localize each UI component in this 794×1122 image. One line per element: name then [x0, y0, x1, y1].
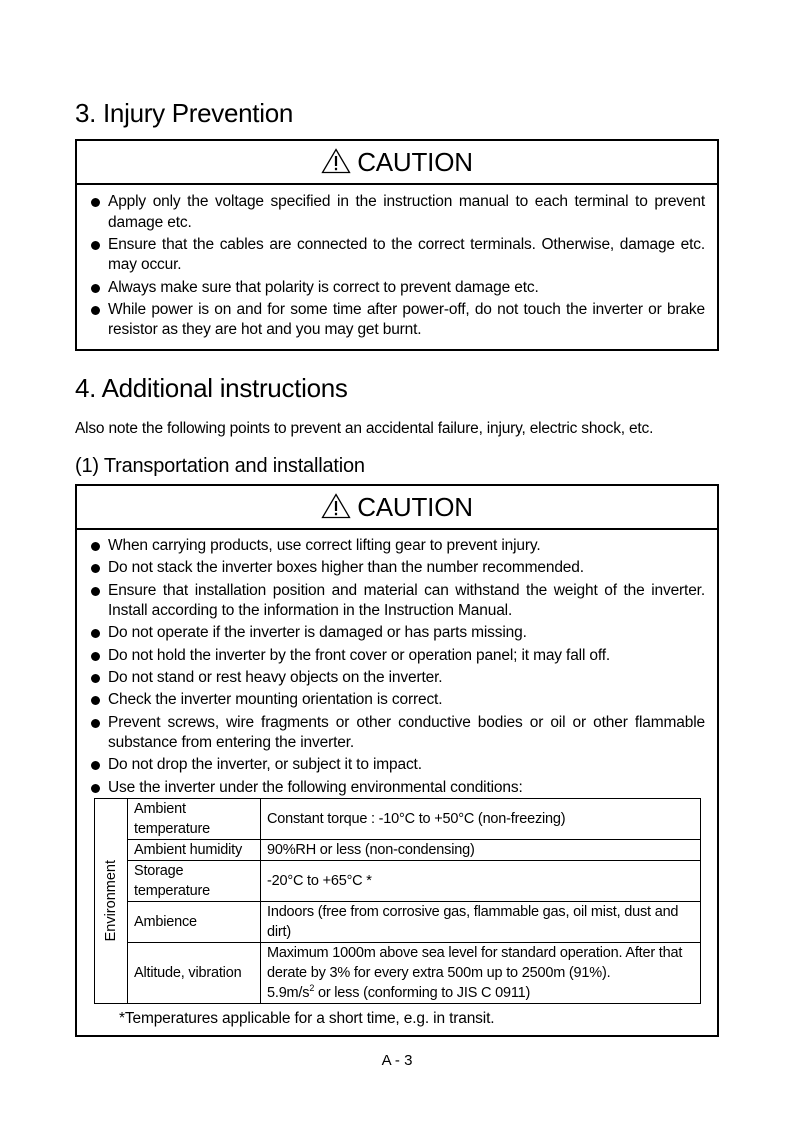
list-item: Do not drop the inverter, or subject it to impact. — [77, 755, 717, 776]
caution-header — [77, 141, 717, 185]
bullet-icon — [91, 761, 100, 770]
caution-label: CAUTION — [357, 146, 473, 177]
list-item: Apply only the voltage specified in the instruction manual to each terminal to prevent damage etc. — [77, 192, 717, 233]
caution-label: CAUTION — [357, 491, 473, 522]
bullet-icon — [91, 587, 100, 596]
row-label: Storage temperature — [128, 861, 261, 902]
list-item: Use the inverter under the following environmental conditions: — [77, 778, 717, 799]
table-row — [95, 943, 701, 1004]
list-item: Ensure that installation position and material can withstand the weight of the inverter. Install according to the information in the Instruction Manual. — [77, 581, 717, 622]
caution-box-transportation — [75, 484, 719, 1037]
list-item: Do not stand or rest heavy objects on the inverter. — [77, 668, 717, 689]
row-value-line1: Maximum 1000m above sea level for standard operation. After that derate by 3% for every extra 500m up to 2500m (91%). — [267, 945, 683, 982]
bullet-icon — [91, 629, 100, 638]
table-row — [95, 902, 701, 943]
environment-group-cell — [95, 799, 128, 1004]
bullet-icon — [91, 674, 100, 683]
list-item: Prevent screws, wire fragments or other conductive bodies or oil or other flammable substance from entering the inverter. — [77, 713, 717, 754]
row-label: Altitude, vibration — [128, 943, 261, 1004]
row-label: Ambience — [128, 902, 261, 943]
bullet-icon — [91, 284, 100, 293]
row-value: Indoors (free from corrosive gas, flammable gas, oil mist, dust and dirt) — [261, 902, 701, 943]
row-value: 90%RH or less (non-condensing) — [261, 840, 701, 861]
bullet-icon — [91, 719, 100, 728]
page-number: A - 3 — [381, 1052, 413, 1069]
warning-triangle-icon — [321, 493, 351, 519]
environment-group-label: Environment — [103, 860, 119, 942]
section-4-title: 4. Additional instructions — [75, 373, 348, 403]
list-item: Always make sure that polarity is correct to prevent damage etc. — [77, 278, 717, 299]
caution-header — [77, 486, 717, 530]
table-row — [95, 840, 701, 861]
list-item: Do not hold the inverter by the front cover or operation panel; it may fall off. — [77, 646, 717, 667]
footnote: *Temperatures applicable for a short time, e.g. in transit. — [119, 1010, 495, 1028]
subsection-title: (1) Transportation and installation — [75, 455, 365, 477]
bullet-icon — [91, 306, 100, 315]
table-row — [95, 799, 701, 840]
list-item: Do not operate if the inverter is damaged or has parts missing. — [77, 623, 717, 644]
environment-table — [94, 798, 701, 1004]
bullet-icon — [91, 784, 100, 793]
bullet-icon — [91, 198, 100, 207]
bullet-icon — [91, 696, 100, 705]
row-value: Constant torque : -10°C to +50°C (non-freezing) — [261, 799, 701, 840]
table-row — [95, 861, 701, 902]
list-item: Do not stack the inverter boxes higher than the number recommended. — [77, 558, 717, 579]
list-item: Ensure that the cables are connected to the correct terminals. Otherwise, damage etc. may occur. — [77, 235, 717, 276]
bullet-icon — [91, 542, 100, 551]
section-3-title: 3. Injury Prevention — [75, 98, 294, 128]
bullet-icon — [91, 241, 100, 250]
list-item: Check the inverter mounting orientation is correct. — [77, 690, 717, 711]
caution-box-injury-prevention — [75, 139, 719, 351]
bullet-icon — [91, 652, 100, 661]
list-item: While power is on and for some time after power-off, do not touch the inverter or brake resistor as they are hot and you may get burnt. — [77, 300, 717, 341]
list-item: When carrying products, use correct lifting gear to prevent injury. — [77, 536, 717, 557]
warning-triangle-icon — [321, 148, 351, 174]
row-value: Maximum 1000m above sea level for standard operation. After that derate by 3% for every extra 500m up to 2500m (91%). $5.9m/s^2$ or less (conforming to JIS C 0911) — [261, 943, 701, 1004]
section-4-intro: Also note the following points to prevent an accidental failure, injury, electric shock, etc. — [75, 420, 654, 437]
row-label: Ambient humidity — [128, 840, 261, 861]
caution-list — [77, 530, 717, 798]
row-label: Ambient temperature — [128, 799, 261, 840]
caution-list — [77, 185, 717, 349]
bullet-icon — [91, 564, 100, 573]
row-value: -20°C to +65°C * — [261, 861, 701, 902]
